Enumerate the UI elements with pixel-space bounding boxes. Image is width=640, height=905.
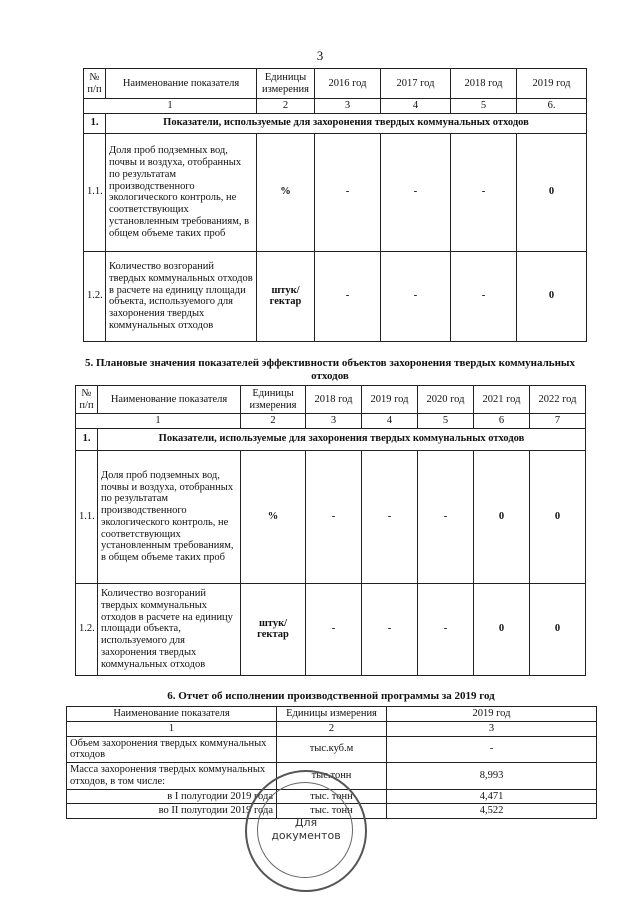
col-number: 2 [241, 414, 306, 429]
header-year: 2019 год [362, 386, 418, 414]
page-number: 3 [316, 48, 324, 63]
header-num: № п/п [84, 69, 106, 99]
col-number: 2 [257, 99, 315, 114]
row-value: 0 [530, 450, 586, 583]
section-num: 1. [76, 428, 98, 450]
col-number: 2 [277, 721, 387, 736]
row-name: Доля проб подземных вод, почвы и воздуха, отобранных по результатам производственного экологического контроль, не соответствующих установленным требованиям, в общем объеме таких проб [106, 133, 257, 251]
row-value: 0 [474, 450, 530, 583]
col-number: 5 [418, 414, 474, 429]
col-number: 1 [76, 414, 241, 429]
row-value: - [451, 251, 517, 341]
section-5-title: 5. Плановые значения показателей эффективности объектов захоронения твердых коммунальных отходов [85, 357, 575, 383]
col-number: 6. [517, 99, 587, 114]
row-value: 4,471 [387, 789, 597, 804]
row-value: - [315, 133, 381, 251]
row-value: 0 [530, 583, 586, 675]
col-number: 1 [84, 99, 257, 114]
row-name: Масса захоронения твердых коммунальных отходов, в том числе: [67, 763, 277, 790]
header-year: 2016 год [315, 69, 381, 99]
section-title: Показатели, используемые для захоронения твердых коммунальных отходов [106, 113, 587, 133]
col-number: 6 [474, 414, 530, 429]
header-year: 2018 год [306, 386, 362, 414]
row-value: - [451, 133, 517, 251]
row-value: - [315, 251, 381, 341]
row-name: в I полугодии 2019 года [67, 789, 277, 804]
row-unit: тыс. тонн [277, 789, 387, 804]
row-num: 1.1. [76, 450, 98, 583]
row-unit: % [257, 133, 315, 251]
header-year: 2017 год [381, 69, 451, 99]
header-unit: Единицы измерения [241, 386, 306, 414]
col-number: 7 [530, 414, 586, 429]
row-unit: штук/ гектар [257, 251, 315, 341]
col-number: 4 [381, 99, 451, 114]
stamp-text [247, 816, 365, 842]
table-row [76, 583, 586, 675]
col-number: 1 [67, 721, 277, 736]
row-num: 1.2. [76, 583, 98, 675]
row-unit: тыс. тонн [277, 804, 387, 819]
row-value: - [381, 251, 451, 341]
row-num: 1.1. [84, 133, 106, 251]
row-value: 0 [517, 133, 587, 251]
row-name: Доля проб подземных вод, почвы и воздуха, отобранных по результатам производственного экологического контроль, не соответствующих установленным требованиям, в общем объеме таких проб [98, 450, 241, 583]
header-unit: Единицы измерения [277, 707, 387, 722]
row-unit: штук/ гектар [241, 583, 306, 675]
header-year: 2018 год [451, 69, 517, 99]
row-name: Количество возгораний твердых коммунальных отходов в расчете на единицу площади объекта, используемого для захоронения твердых коммунальных отходов [106, 251, 257, 341]
header-unit: Единицы измерения [257, 69, 315, 99]
header-year: 2019 год [517, 69, 587, 99]
row-value: 0 [517, 251, 587, 341]
row-unit: % [241, 450, 306, 583]
header-name: Наименование показателя [67, 707, 277, 722]
row-value: - [362, 450, 418, 583]
section-6-title: 6. Отчет об исполнении производственной программы за 2019 год [167, 690, 495, 702]
row-value: - [306, 583, 362, 675]
row-value: 0 [474, 583, 530, 675]
row-unit: тыс.тонн [277, 763, 387, 790]
stamp-line: документов [271, 829, 341, 843]
row-value: - [381, 133, 451, 251]
header-year: 2019 год [387, 707, 597, 722]
header-name: Наименование показателя [106, 69, 257, 99]
col-number: 3 [315, 99, 381, 114]
section-title: Показатели, используемые для захоронения твердых коммунальных отходов [98, 428, 586, 450]
row-value: - [306, 450, 362, 583]
row-num: 1.2. [84, 251, 106, 341]
table-planned-indicators-2018-2022 [75, 385, 586, 676]
row-value: 4,522 [387, 804, 597, 819]
table-row [84, 133, 587, 251]
table-row [67, 736, 597, 763]
col-number: 3 [306, 414, 362, 429]
header-name: Наименование показателя [98, 386, 241, 414]
row-value: - [418, 583, 474, 675]
row-value: - [418, 450, 474, 583]
stamp-line: Для [294, 816, 318, 829]
col-number: 3 [387, 721, 597, 736]
row-value: - [362, 583, 418, 675]
row-name: во II полугодии 2019 года [67, 804, 277, 819]
header-year: 2022 год [530, 386, 586, 414]
col-number: 5 [451, 99, 517, 114]
table-row [84, 251, 587, 341]
col-number: 4 [362, 414, 418, 429]
row-name: Объем захоронения твердых коммунальных отходов [67, 736, 277, 763]
official-stamp [245, 770, 367, 892]
table-indicators-2016-2019 [83, 68, 587, 342]
table-row [76, 450, 586, 583]
row-name: Количество возгораний твердых коммунальных отходов в расчете на единицу площади объекта, используемого для захоронения твердых коммунальных отходов [98, 583, 241, 675]
row-unit: тыс.куб.м [277, 736, 387, 763]
header-year: 2020 год [418, 386, 474, 414]
section-num: 1. [84, 113, 106, 133]
row-value: - [387, 736, 597, 763]
header-num: № п/п [76, 386, 98, 414]
header-year: 2021 год [474, 386, 530, 414]
row-value: 8,993 [387, 763, 597, 790]
